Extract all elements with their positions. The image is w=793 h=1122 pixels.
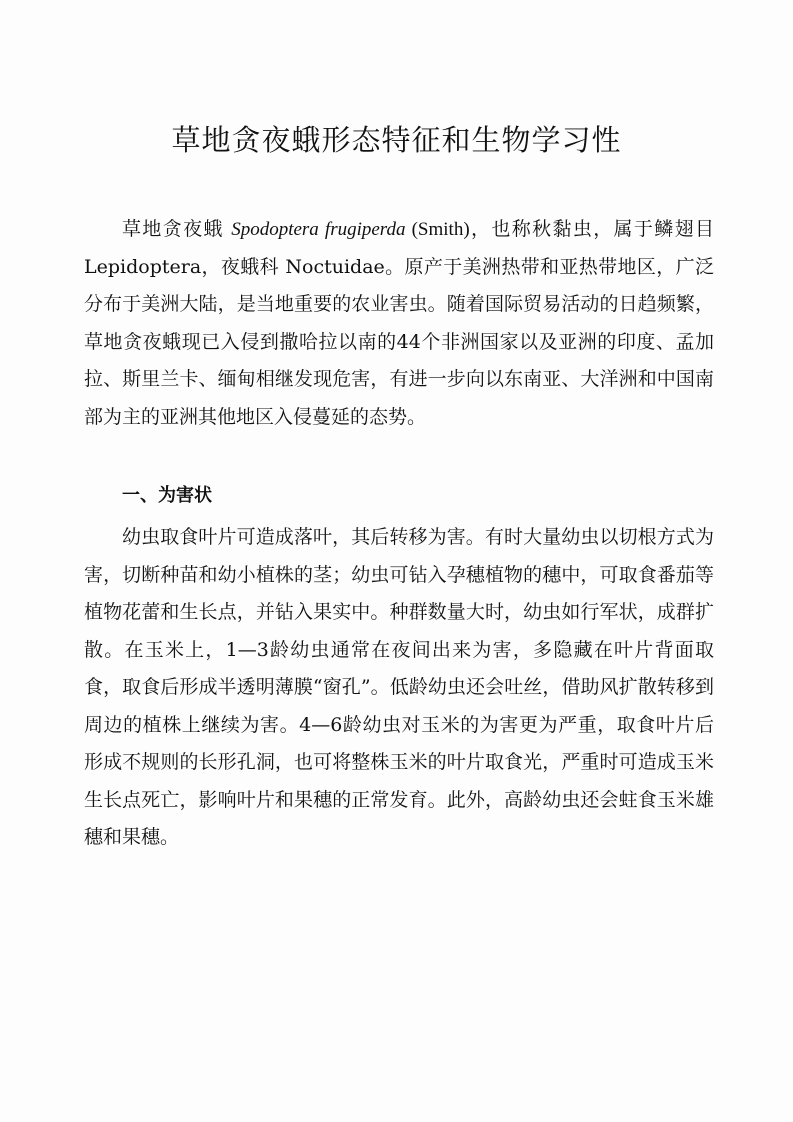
intro-paragraph-block [84,211,714,436]
damage-paragraph-block [84,519,714,857]
intro-paragraph [84,211,714,436]
intro-body-text: ，也称秋黏虫，属于鳞翅目 Lepidoptera，夜蛾科 Noctuidae。原产于美洲热带和亚热带地区，广泛分布于美洲大陆，是当地重要的农业害虫。随着国际贸易活动的日趋频繁，草地贪夜蛾现已入侵到撒哈拉以南的44个非洲国家以及亚洲的印度、孟加拉、斯里兰卡、缅甸相继发现危害，有进一步向以东南亚、大洋洲和中国南部为主的亚洲其他地区入侵蔓延的态势。 [84,218,714,428]
species-author: (Smith) [405,219,470,240]
species-scientific-name: Spodoptera frugiperda [231,219,406,240]
section-heading-damage: 一、为害状 [122,485,212,506]
document-title: 草地贪夜蛾形态特征和生物学习性 [171,123,622,157]
intro-lead-text: 草地贪夜蛾 [122,218,232,240]
damage-paragraph: 幼虫取食叶片可造成落叶，其后转移为害。有时大量幼虫以切根方式为害，切断种苗和幼小植株的茎；幼虫可钻入孕穗植物的穗中，可取食番茄等植物花蕾和生长点，并钻入果实中。种群数量大时，幼虫如行军状，成群扩散。在玉米上，1—3龄幼虫通常在夜间出来为害，多隐藏在叶片背面取食，取食后形成半透明薄膜“窗孔”。低龄幼虫还会吐丝，借助风扩散转移到周边的植株上继续为害。4—6龄幼虫对玉米的为害更为严重，取食叶片后形成不规则的长形孔洞，也可将整株玉米的叶片取食光，严重时可造成玉米生长点死亡，影响叶片和果穗的正常发育。此外，高龄幼虫还会蛀食玉米雄穗和果穗。 [84,526,714,848]
